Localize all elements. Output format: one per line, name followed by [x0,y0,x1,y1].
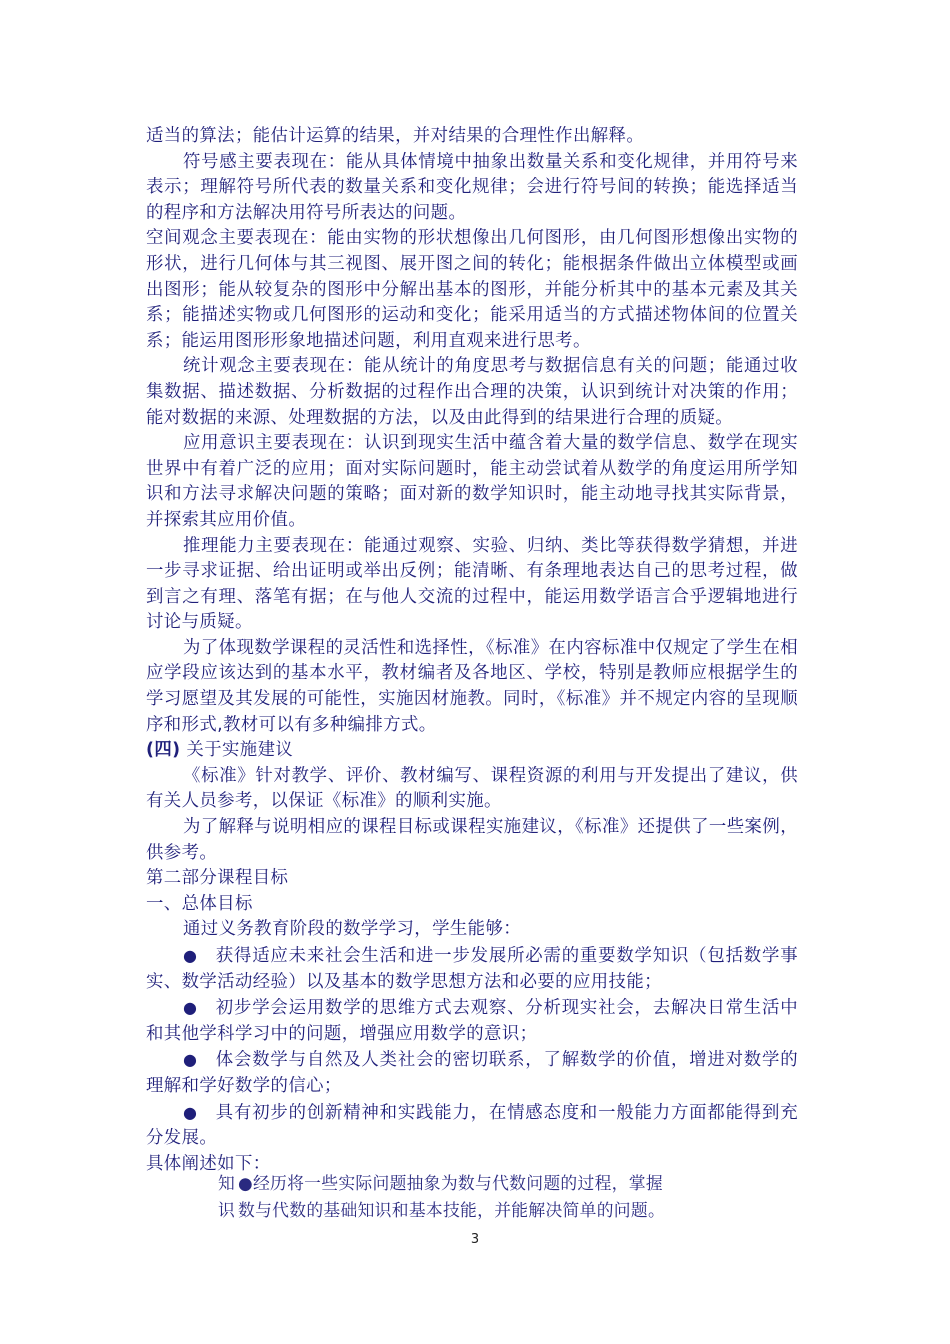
bullet-dot-icon: ● [183,998,198,1018]
section-title: 关于实施建议 [180,740,294,761]
paragraph-statistics-concept: 统计观念主要表现在：能从统计的角度思考与数据信息有关的问题；能通过收集数据、描述数据、分析数据的过程作出合理的决策，认识到统计对决策的作用；能对数据的来源、处理数据的方法，以及由此得到的结果进行合理的质疑。 [146,356,798,428]
paragraph-application-awareness: 应用意识主要表现在：认识到现实生活中蕴含着大量的数学信息、数学在现实世界中有着广泛的应用；面对实际问题时，能主动尝试着从数学的角度运用所学知识和方法寻求解决问题的策略；面对新的数学知识时，能主动地寻找其实际背景，并探索其应用价值。 [146,433,798,530]
document-body [146,124,798,1177]
page-number: 3 [470,1232,480,1247]
knowledge-table-fragment [218,1170,665,1224]
table-cell-text: 数与代数的基础知识和基本技能，并能解决简单的问题。 [238,1200,666,1220]
bullet-item [146,1100,798,1152]
goal-heading: 一、总体目标 [146,893,253,914]
table-row [218,1170,665,1197]
bullet-text: 获得适应未来社会生活和进一步发展所必需的重要数学知识（包括数学事实、数学活动经验）以及基本的数学思想方法和必要的应用技能； [146,946,798,992]
bullet-text: 初步学会运用数学的思维方式去观察、分析现实社会，去解决日常生活中和其他学科学习中的问题，增强应用数学的意识； [146,998,798,1044]
bullet-dot-icon: ● [183,1102,198,1122]
bullet-item [146,995,798,1047]
table-cell-text: ●经历将一些实际问题抽象为数与代数问题的过程，掌握 [238,1173,663,1193]
section-heading-implementation [146,738,798,764]
paragraph-reasoning-ability: 推理能力主要表现在：能通过观察、实验、归纳、类比等获得数学猜想，并进一步寻求证据、给出证明或举出反例；能清晰、有条理地表达自己的思考过程，做到言之有理、落笔有据；在与他人交流的过程中，能运用数学语言合乎逻辑地进行讨论与质疑。 [146,535,798,633]
bullet-item [146,943,798,995]
goal-intro: 通过义务教育阶段的数学学习，学生能够： [183,919,522,940]
bullet-dot-icon: ● [183,1050,198,1070]
part-title: 第二部分课程目标 [146,868,289,889]
paragraph-algorithm: 适当的算法；能估计运算的结果，并对结果的合理性作出解释。 [146,126,645,146]
section-number: (四) [146,740,181,761]
bullet-text: 体会数学与自然及人类社会的密切联系，了解数学的价值，增进对数学的理解和学好数学的信心； [146,1050,798,1096]
detail-heading: 具体阐述如下： [146,1153,271,1174]
table-label: 知 [218,1173,236,1193]
table-label: 识 [218,1200,236,1220]
table-row [218,1197,665,1224]
paragraph-symbol-sense: 符号感主要表现在：能从具体情境中抽象出数量关系和变化规律，并用符号来表示；理解符号所代表的数量关系和变化规律；会进行符号间的转换；能选择适当的程序和方法解决用符号所表达的问题。 [146,151,798,223]
paragraph-standard-cases: 为了解释与说明相应的课程目标或课程实施建议，《标准》还提供了一些案例，供参考。 [146,817,798,863]
bullet-item [146,1047,798,1099]
paragraph-spatial-concept: 空间观念主要表现在：能由实物的形状想像出几何图形，由几何图形想像出实物的形状，进行几何体与其三视图、展开图之间的转化；能根据条件做出立体模型或画出图形；能从较复杂的图形中分解出基本的图形，并能分析其中的基本元素及其关系；能描述实物或几何图形的运动和变化；能采用适当的方式描述物体间的位置关系；能运用图形形象地描述问题，利用直观来进行思考。 [146,228,798,351]
bullet-text: 具有初步的创新精神和实践能力，在情感态度和一般能力方面都能得到充分发展。 [146,1102,798,1149]
bullet-dot-icon: ● [183,946,198,965]
paragraph-standard-suggestions: 《标准》针对教学、评价、教材编写、课程资源的利用与开发提出了建议，供有关人员参考，以保证《标准》的顺利实施。 [146,765,798,812]
paragraph-flexibility: 为了体现数学课程的灵活性和选择性，《标准》在内容标准中仅规定了学生在相应学段应该达到的基本水平，教材编者及各地区、学校，特别是教师应根据学生的学习愿望及其发展的可能性，实施因材施教。同时，《标准》并不规定内容的呈现顺序和形式,教材可以有多种编排方式。 [146,637,798,735]
